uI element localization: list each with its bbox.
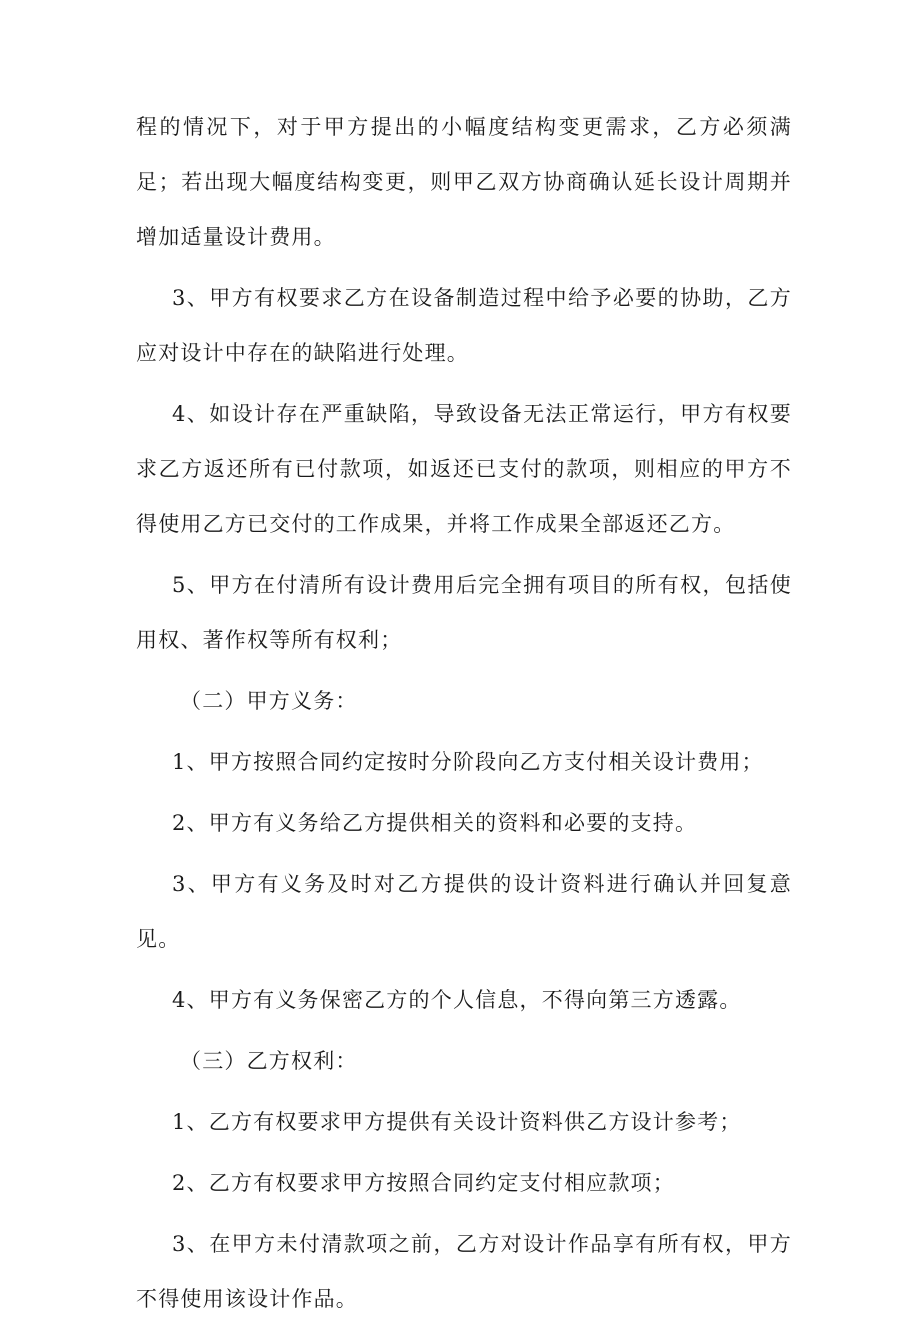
paragraph-party-a-right-5: 5、甲方在付清所有设计费用后完全拥有项目的所有权，包括使用权、著作权等所有权利；	[136, 573, 792, 652]
section-heading-party-b-rights: （三）乙方权利：	[180, 1049, 358, 1073]
paragraph-continuation: 程的情况下，对于甲方提出的小幅度结构变更需求，乙方必须满足；若出现大幅度结构变更，则甲乙双方协商确认延长设计周期并增加适量设计费用。	[136, 115, 792, 249]
paragraph-party-a-obligation-1: 1、甲方按照合同约定按时分阶段向乙方支付相关设计费用；	[172, 750, 764, 774]
paragraph-party-a-obligation-4: 4、甲方有义务保密乙方的个人信息，不得向第三方透露。	[172, 988, 742, 1012]
paragraph-party-b-right-1: 1、乙方有权要求甲方提供有关设计资料供乙方设计参考；	[172, 1110, 742, 1134]
paragraph-party-a-obligation-3: 3、甲方有义务及时对乙方提供的设计资料进行确认并回复意见。	[136, 872, 792, 951]
paragraph-party-a-obligation-2: 2、甲方有义务给乙方提供相关的资料和必要的支持。	[172, 811, 698, 835]
section-heading-party-a-obligations: （二）甲方义务：	[180, 689, 358, 713]
document-page	[136, 100, 792, 1327]
paragraph-party-a-right-3: 3、甲方有权要求乙方在设备制造过程中给予必要的协助，乙方应对设计中存在的缺陷进行处理。	[136, 286, 792, 365]
paragraph-party-b-right-3: 3、在甲方未付清款项之前，乙方对设计作品享有所有权，甲方不得使用该设计作品。	[136, 1232, 792, 1311]
paragraph-party-b-right-2: 2、乙方有权要求甲方按照合同约定支付相应款项；	[172, 1171, 675, 1195]
paragraph-party-a-right-4: 4、如设计存在严重缺陷，导致设备无法正常运行，甲方有权要求乙方返还所有已付款项，如返还已支付的款项，则相应的甲方不得使用乙方已交付的工作成果，并将工作成果全部返还乙方。	[136, 402, 792, 536]
